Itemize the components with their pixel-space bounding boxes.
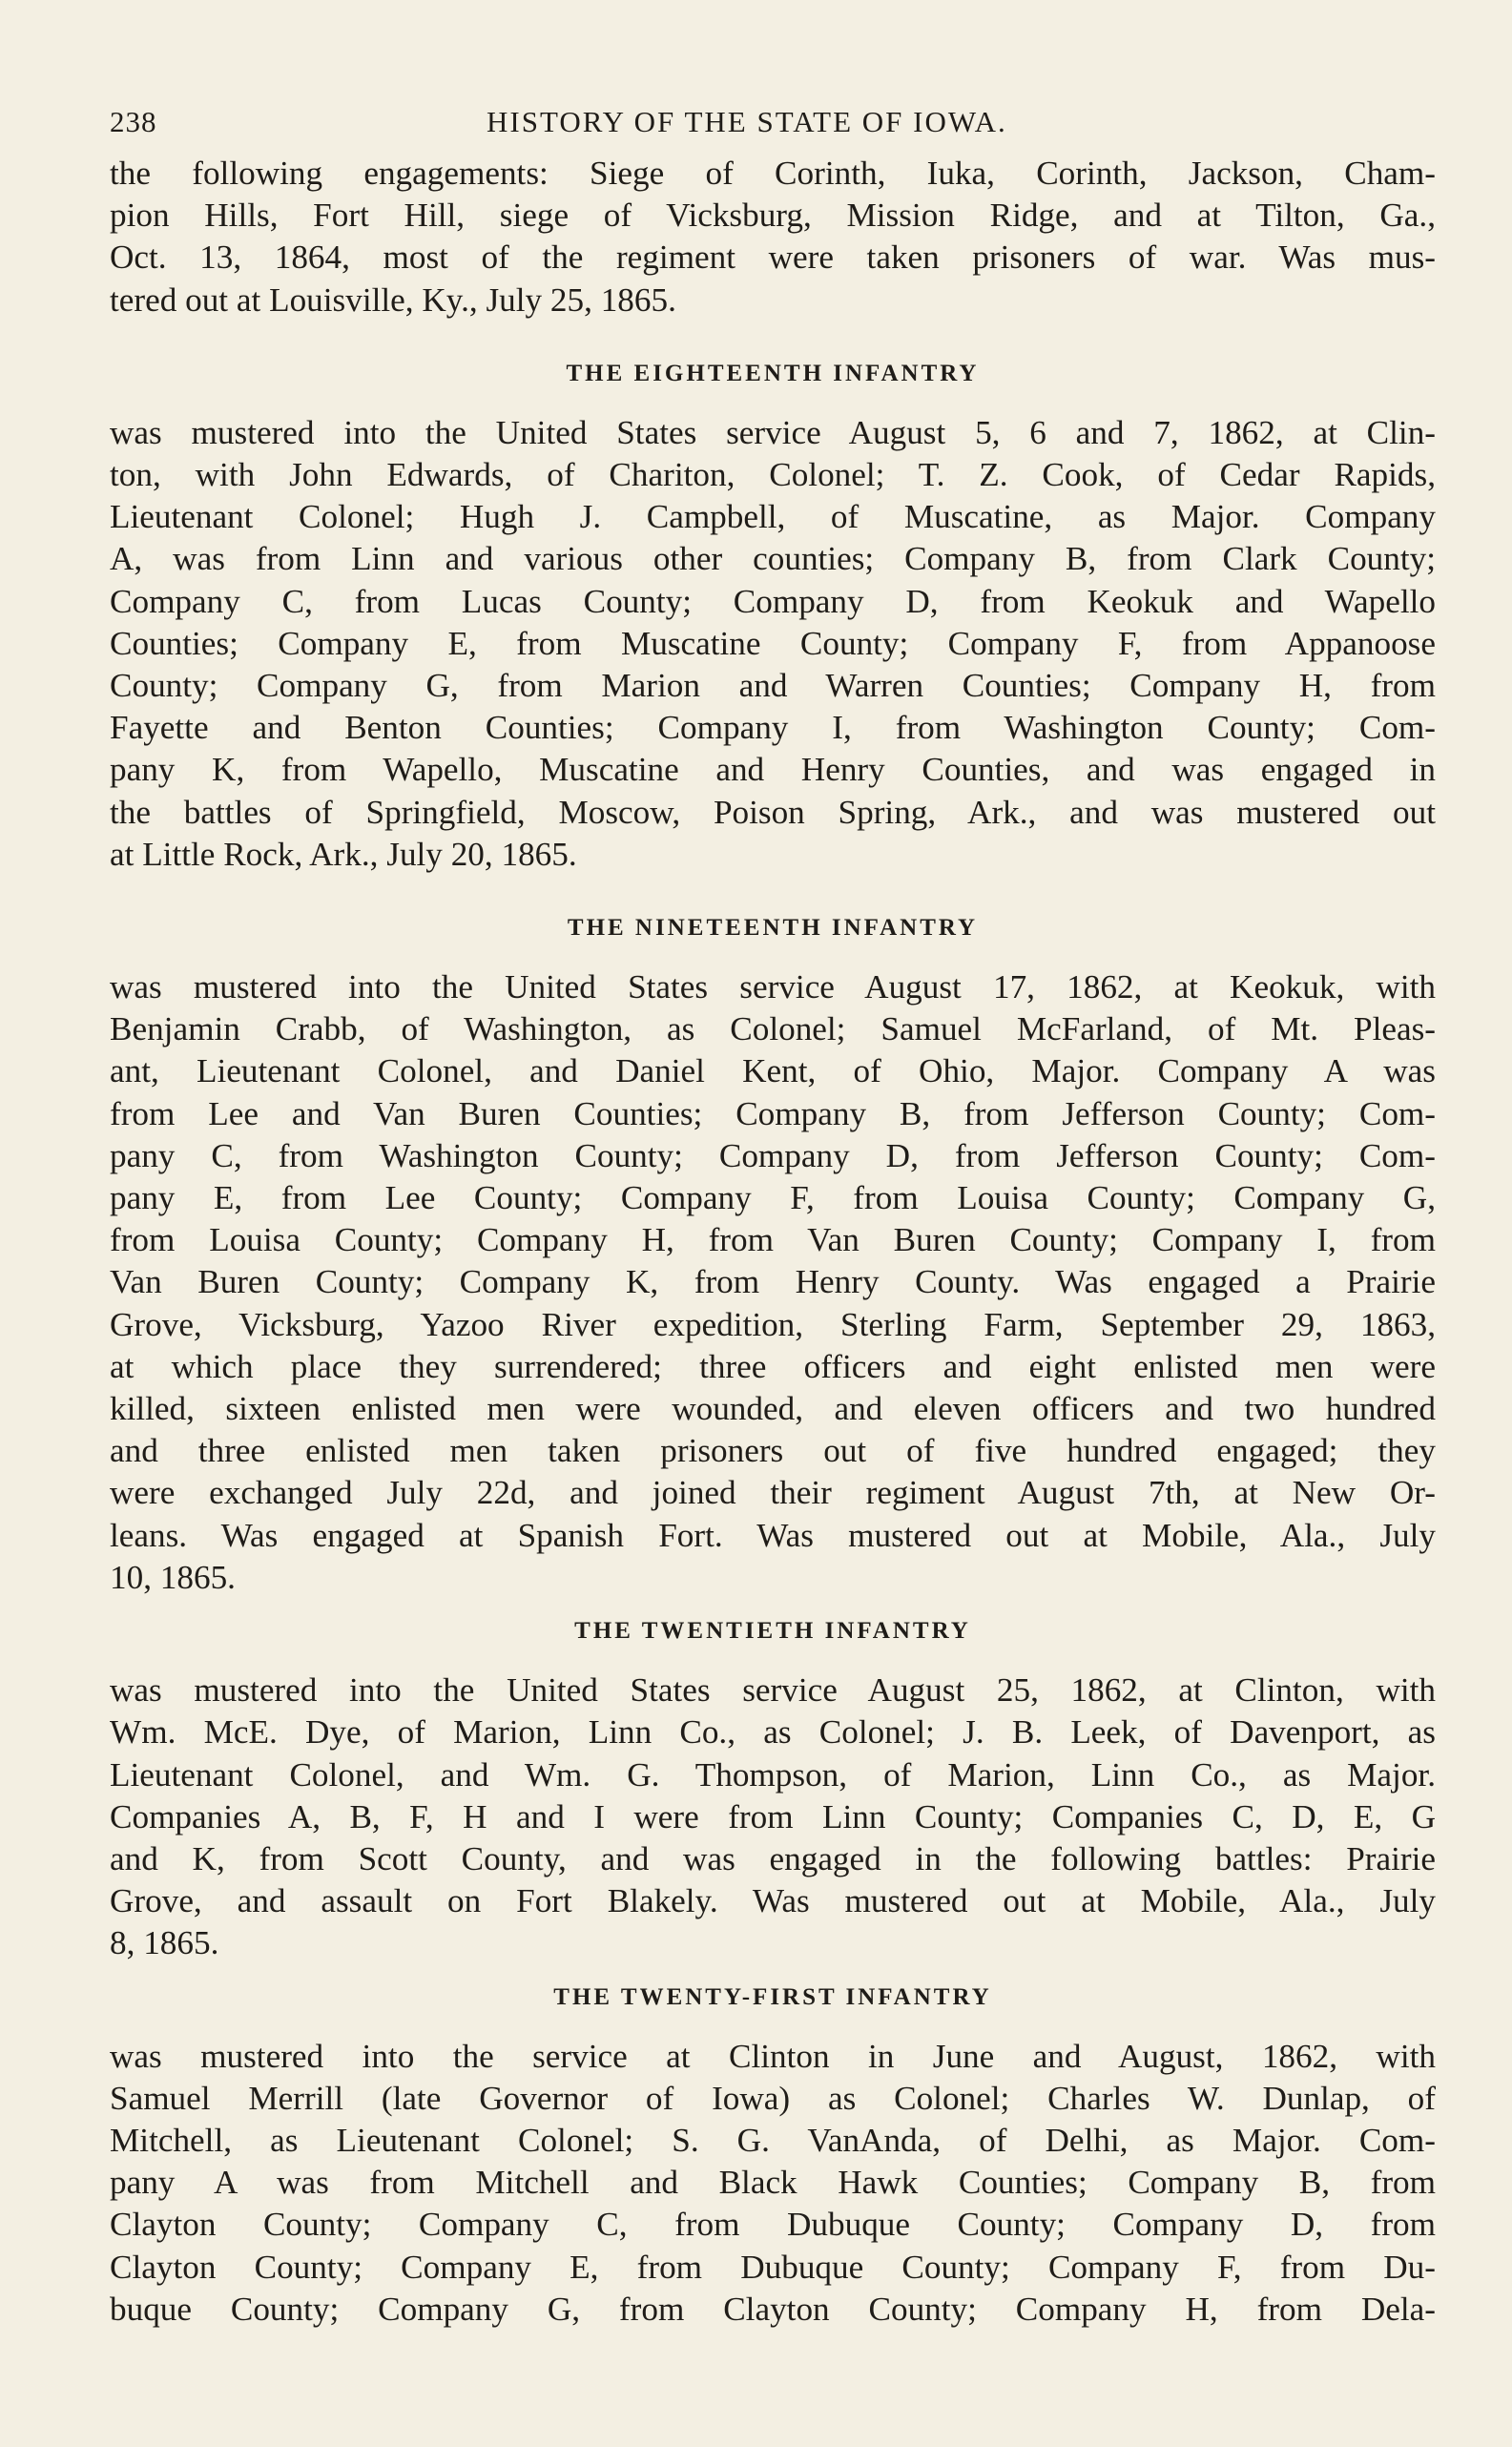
- text-line: Van Buren County; Company K, from Henry County. Was engaged a Prairie: [110, 1263, 1436, 1301]
- text-line: were exchanged July 22d, and joined their regiment August 7th, at New Or-: [110, 1474, 1436, 1512]
- text-line: Samuel Merrill (late Governor of Iowa) as Colonel; Charles W. Dunlap, of: [110, 2079, 1436, 2117]
- text-line: Clayton County; Company C, from Dubuque County; Company D, from: [110, 2206, 1436, 2244]
- text-line: the battles of Springfield, Moscow, Poison Spring, Ark., and was mustered out: [110, 793, 1436, 831]
- text-line: Oct. 13, 1864, most of the regiment were taken prisoners of war. Was mus-: [110, 238, 1436, 277]
- text-line: Mitchell, as Lieutenant Colonel; S. G. VanAnda, of Delhi, as Major. Com-: [110, 2121, 1436, 2159]
- text-line: killed, sixteen enlisted men were wounded, and eleven officers and two hundred: [110, 1390, 1436, 1428]
- text-line: pany C, from Washington County; Company D, from Jefferson County; Com-: [110, 1136, 1436, 1174]
- book-page: [110, 105, 1436, 2331]
- text-line: buque County; Company G, from Clayton County; Company H, from Dela-: [110, 2290, 1436, 2328]
- section-heading-eighteenth-infantry: THE EIGHTEENTH INFANTRY: [566, 360, 980, 386]
- section-heading-twenty-first-infantry: THE TWENTY-FIRST INFANTRY: [553, 1983, 992, 2010]
- section-paragraph-twentieth-infantry: [110, 1669, 1436, 1964]
- text-line: Fayette and Benton Counties; Company I, from Washington County; Com-: [110, 709, 1436, 747]
- running-title: HISTORY OF THE STATE OF IOWA.: [487, 105, 1007, 138]
- text-line: at Little Rock, Ark., July 20, 1865.: [110, 835, 577, 873]
- text-line: Companies A, B, F, H and I were from Linn County; Companies C, D, E, G: [110, 1797, 1436, 1835]
- text-line: was mustered into the United States service August 17, 1862, at Keokuk, with: [110, 968, 1436, 1006]
- text-line: Lieutenant Colonel; Hugh J. Campbell, of Muscatine, as Major. Company: [110, 498, 1436, 536]
- text-line: Grove, Vicksburg, Yazoo River expedition, Sterling Farm, September 29, 1863,: [110, 1305, 1436, 1343]
- text-line: from Louisa County; Company H, from Van Buren County; Company I, from: [110, 1221, 1436, 1259]
- text-line: Company C, from Lucas County; Company D, from Keokuk and Wapello: [110, 582, 1436, 620]
- text-line: was mustered into the service at Clinton in June and August, 1862, with: [110, 2037, 1436, 2075]
- text-line: was mustered into the United States service August 5, 6 and 7, 1862, at Clin-: [110, 413, 1436, 451]
- text-line: pany E, from Lee County; Company F, from Louisa County; Company G,: [110, 1179, 1436, 1217]
- text-line: ton, with John Edwards, of Chariton, Colonel; T. Z. Cook, of Cedar Rapids,: [110, 456, 1436, 494]
- text-line: Clayton County; Company E, from Dubuque County; Company F, from Du-: [110, 2248, 1436, 2286]
- text-line: Lieutenant Colonel, and Wm. G. Thompson, of Marion, Linn Co., as Major.: [110, 1755, 1436, 1794]
- section-heading-nineteenth-infantry: THE NINETEENTH INFANTRY: [567, 915, 979, 942]
- text-line: and K, from Scott County, and was engaged in the following battles: Prairie: [110, 1839, 1436, 1877]
- text-line: County; Company G, from Marion and Warren Counties; Company H, from: [110, 667, 1436, 705]
- text-line: ant, Lieutenant Colonel, and Daniel Kent, of Ohio, Major. Company A was: [110, 1052, 1436, 1090]
- text-line: was mustered into the United States service August 25, 1862, at Clinton, with: [110, 1671, 1436, 1710]
- text-line: 10, 1865.: [110, 1558, 236, 1596]
- text-line: from Lee and Van Buren Counties; Company B, from Jefferson County; Com-: [110, 1094, 1436, 1132]
- text-line: pion Hills, Fort Hill, siege of Vicksburg, Mission Ridge, and at Tilton, Ga.,: [110, 197, 1436, 235]
- text-line: 8, 1865.: [110, 1924, 219, 1962]
- section-heading-twentieth-infantry: THE TWENTIETH INFANTRY: [574, 1618, 971, 1645]
- intro-paragraph: [110, 153, 1436, 321]
- text-line: Grove, and assault on Fort Blakely. Was mustered out at Mobile, Ala., July: [110, 1882, 1436, 1920]
- text-line: Wm. McE. Dye, of Marion, Linn Co., as Colonel; J. B. Leek, of Davenport, as: [110, 1713, 1436, 1752]
- text-line: A, was from Linn and various other counties; Company B, from Clark County;: [110, 540, 1436, 578]
- text-line: the following engagements: Siege of Corinth, Iuka, Corinth, Jackson, Cham-: [110, 155, 1436, 192]
- section-paragraph-nineteenth-infantry: [110, 966, 1436, 1599]
- text-line: pany K, from Wapello, Muscatine and Henry Counties, and was engaged in: [110, 751, 1436, 789]
- text-line: tered out at Louisville, Ky., July 25, 1865.: [110, 280, 676, 319]
- text-line: and three enlisted men taken prisoners out of five hundred engaged; they: [110, 1432, 1436, 1470]
- text-line: at which place they surrendered; three officers and eight enlisted men were: [110, 1347, 1436, 1385]
- page-number: 238: [110, 105, 157, 138]
- section-paragraph-twenty-first-infantry: [110, 2036, 1436, 2331]
- running-head: [110, 105, 1436, 153]
- text-line: Benjamin Crabb, of Washington, as Colonel; Samuel McFarland, of Mt. Pleas-: [110, 1010, 1436, 1048]
- text-line: Counties; Company E, from Muscatine County; Company F, from Appanoose: [110, 624, 1436, 662]
- text-line: pany A was from Mitchell and Black Hawk Counties; Company B, from: [110, 2164, 1436, 2202]
- text-line: leans. Was engaged at Spanish Fort. Was mustered out at Mobile, Ala., July: [110, 1516, 1436, 1554]
- section-paragraph-eighteenth-infantry: [110, 412, 1436, 876]
